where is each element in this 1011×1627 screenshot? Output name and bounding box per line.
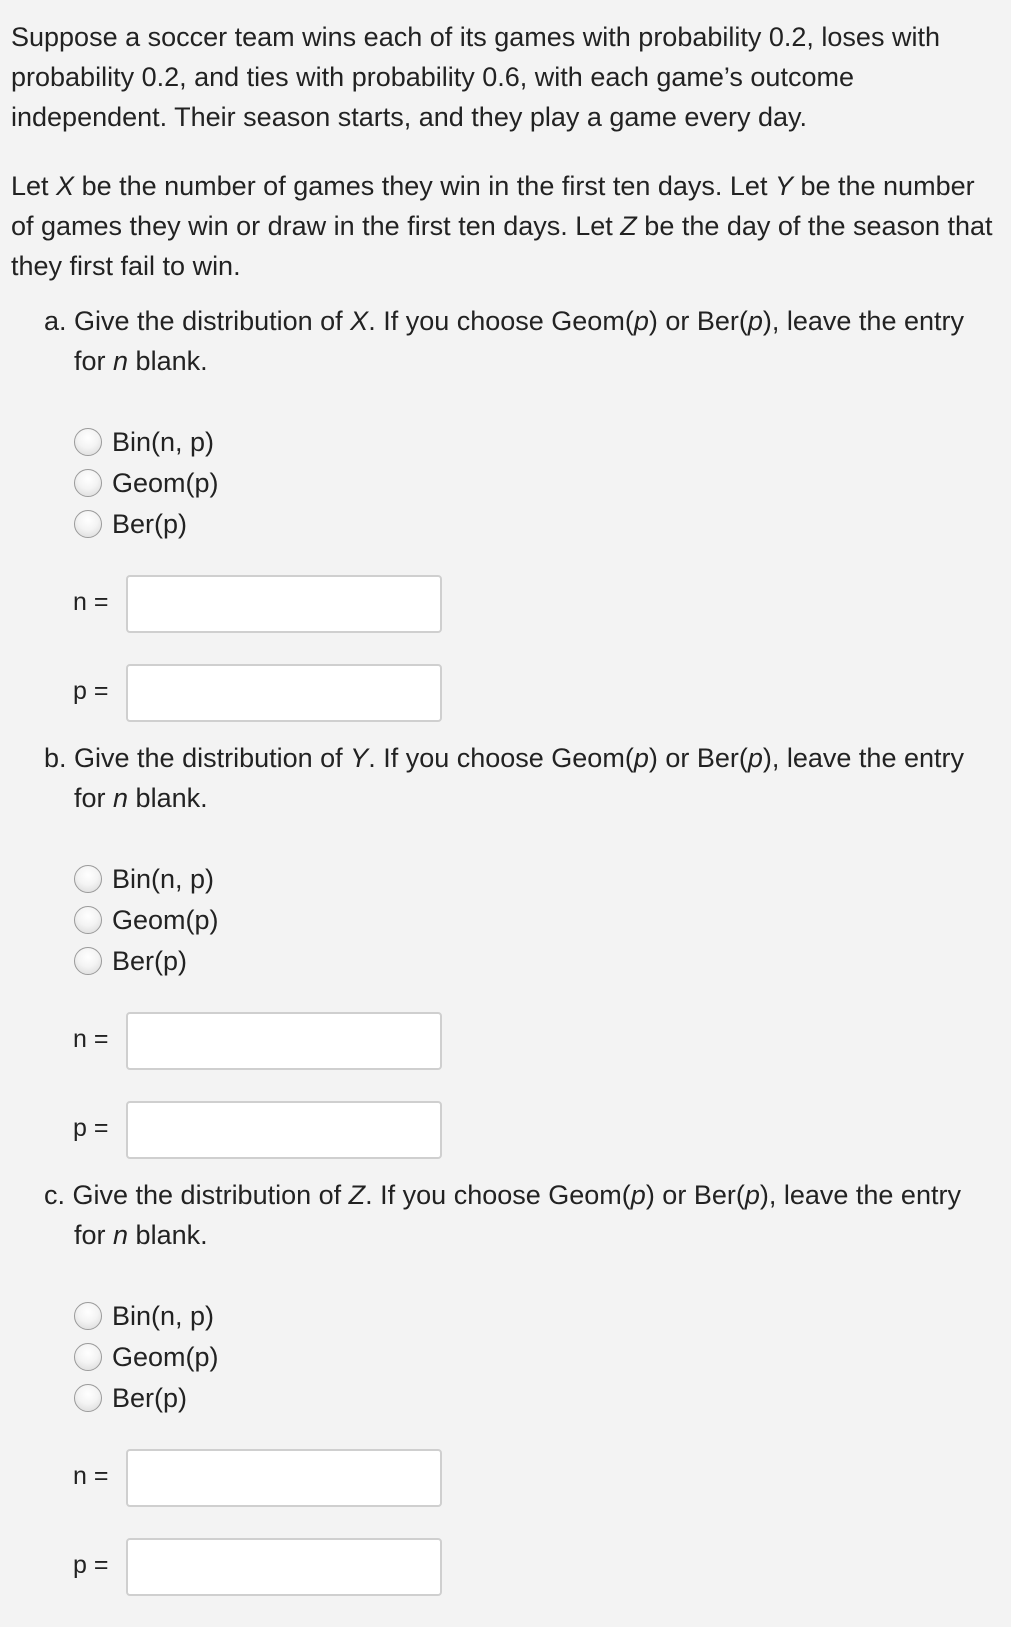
part-b-option-bin[interactable]	[74, 859, 214, 899]
part-b-radio-geom[interactable]	[74, 906, 102, 934]
part-c-radio-ber[interactable]	[74, 1384, 102, 1412]
option-label: Bin(n, p)	[112, 426, 215, 457]
part-a-radio-bin[interactable]	[74, 428, 102, 456]
option-label: Geom(p)	[112, 1341, 219, 1372]
part-b-n-label: n =	[73, 1025, 109, 1053]
variable-definitions: Let X be the number of games they win in the first ten days. Let Y be the number of games they win or draw in the first ten days. Let Z be the day of the season that they first fail to win.	[11, 171, 993, 281]
part-a-radio-geom[interactable]	[74, 469, 102, 497]
part-b-radio-bin[interactable]	[74, 865, 102, 893]
part-a-p-input[interactable]	[126, 664, 442, 722]
part-c-p-label: p =	[73, 1551, 109, 1579]
part-a-prompt: a. Give the distribution of X. If you choose Geom(p) or Ber(p), leave the entry for n blank.	[44, 306, 964, 376]
part-c-option-geom[interactable]	[74, 1337, 219, 1377]
option-label: Geom(p)	[112, 904, 219, 935]
part-a-option-geom[interactable]	[74, 463, 219, 503]
part-b-option-ber[interactable]	[74, 941, 187, 981]
option-label: Bin(n, p)	[112, 1300, 215, 1331]
part-a-p-label: p =	[73, 677, 109, 705]
part-b-n-input[interactable]	[126, 1012, 442, 1070]
part-c-p-input[interactable]	[126, 1538, 442, 1596]
part-a-option-bin[interactable]	[74, 422, 214, 462]
part-c-radio-bin[interactable]	[74, 1302, 102, 1330]
option-label: Ber(p)	[112, 508, 188, 539]
part-c-n-label: n =	[73, 1462, 109, 1490]
part-a-n-label: n =	[73, 588, 109, 616]
part-c-option-ber[interactable]	[74, 1378, 187, 1418]
option-label: Ber(p)	[112, 945, 188, 976]
part-a-radio-ber[interactable]	[74, 510, 102, 538]
part-c-n-input[interactable]	[126, 1449, 442, 1507]
option-label: Bin(n, p)	[112, 863, 215, 894]
problem-intro: Suppose a soccer team wins each of its games with probability 0.2, loses with probability 0.2, and ties with probability 0.6, with each game’s outcome independent. Their season starts, and they play a game every day.	[11, 22, 940, 132]
part-b-option-geom[interactable]	[74, 900, 219, 940]
part-b-p-label: p =	[73, 1114, 109, 1142]
option-label: Ber(p)	[112, 1382, 188, 1413]
part-b-p-input[interactable]	[126, 1101, 442, 1159]
part-c-option-bin[interactable]	[74, 1296, 214, 1336]
part-a-n-input[interactable]	[126, 575, 442, 633]
part-c-radio-geom[interactable]	[74, 1343, 102, 1371]
part-a-option-ber[interactable]	[74, 504, 187, 544]
option-label: Geom(p)	[112, 467, 219, 498]
part-b-prompt: b. Give the distribution of Y. If you choose Geom(p) or Ber(p), leave the entry for n blank.	[44, 743, 964, 813]
part-c-prompt: c. Give the distribution of Z. If you choose Geom(p) or Ber(p), leave the entry for n blank.	[44, 1180, 961, 1250]
part-b-radio-ber[interactable]	[74, 947, 102, 975]
